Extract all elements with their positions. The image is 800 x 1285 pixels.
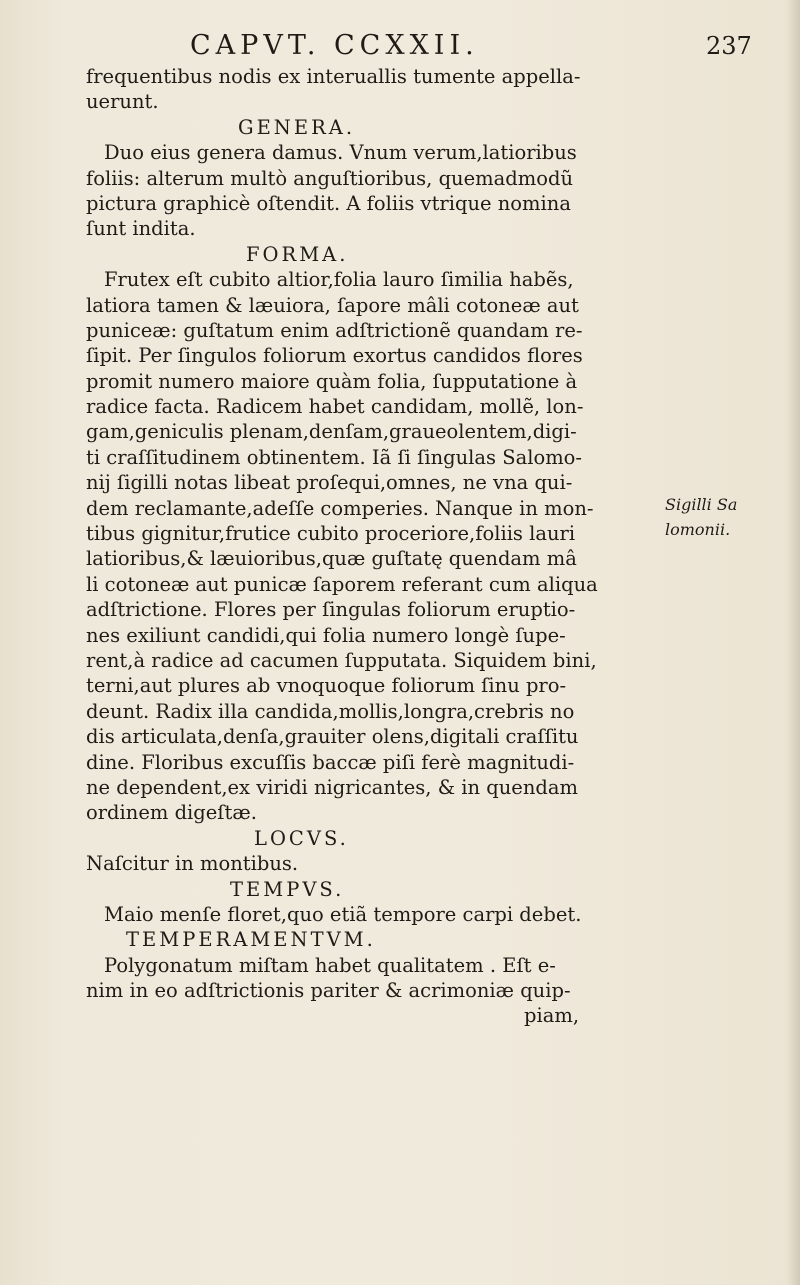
section-heading: LOCVS.	[254, 826, 349, 850]
text-line: ordinem digeſtæ.	[86, 801, 257, 825]
text-line: puniceæ: guſtatum enim adſtrictionẽ quandam re-	[86, 318, 583, 342]
text-line: foliis: alterum multò anguſtioribus, quemadmodũ	[86, 166, 574, 190]
text-line: dis articulata,denſa,grauiter olens,digitali craſſitu	[86, 725, 579, 749]
text-line: rent,à radice ad cacumen ſupputata. Siquidem bini,	[86, 648, 597, 672]
text-line: Maio menſe floret,quo etiã tempore carpi debet.	[104, 902, 582, 926]
text-line: Duo eius genera damus. Vnum verum,latioribus	[104, 141, 577, 165]
text-line: latioribus,& læuioribus,quæ guſtatę quendam mâ	[86, 547, 577, 571]
page-edge-shadow	[786, 0, 800, 1285]
margin-note	[665, 492, 795, 543]
text-line: piam,	[524, 1004, 580, 1028]
margin-note-line: Sigilli Sa	[665, 495, 738, 514]
text-line: ſipit. Per ſingulos foliorum exortus candidos flores	[86, 344, 583, 368]
text-line: ſunt indita.	[86, 217, 196, 241]
text-line: Polygonatum miſtam habet qualitatem . Eſt e-	[104, 953, 556, 977]
body-text	[86, 64, 606, 1029]
text-line: Naſcitur in montibus.	[86, 852, 299, 876]
text-line: frequentibus nodis ex interuallis tumente appella-	[86, 65, 581, 88]
text-line: promit numero maiore quàm folia, ſupputatione à	[86, 369, 578, 393]
text-line: adſtrictione. Flores per ſingulas foliorum eruptio-	[86, 598, 576, 622]
page-number: 237	[706, 32, 752, 60]
text-line: ti craſſitudinem obtinentem. Iã ſi ſingulas Salomo-	[86, 445, 583, 469]
text-line: ne dependent,ex viridi nigricantes, & in quendam	[86, 775, 578, 799]
text-line: latiora tamen & læuiora, ſapore mâli cotoneæ aut	[86, 293, 579, 317]
margin-note-line: lomonii.	[665, 520, 731, 540]
text-line: dine. Floribus excuſſis baccæ piſi ferè magnitudi-	[86, 750, 575, 774]
text-line: terni,aut plures ab vnoquoque foliorum ſinu pro-	[86, 674, 567, 698]
text-line: tibus gignitur,frutice cubito proceriore,foliis lauri	[86, 522, 576, 546]
text-line: gam,geniculis plenam,denſam,graueolentem,digi-	[86, 420, 577, 444]
text-line: radice facta. Radicem habet candidam, mollẽ, lon-	[86, 395, 584, 419]
text-line: Frutex eſt cubito altior,folia lauro ſimilia habẽs,	[104, 268, 574, 292]
text-line: pictura graphicè oſtendit. A foliis vtrique nomina	[86, 191, 571, 215]
section-heading: TEMPERAMENTVM.	[126, 928, 376, 952]
section-heading: TEMPVS.	[230, 877, 345, 901]
text-line: uerunt.	[86, 90, 159, 114]
text-line: deunt. Radix illa candida,mollis,longra,crebris no	[86, 699, 575, 723]
text-line: nij ſigilli notas libeat proſequi,omnes, ne vna qui-	[86, 471, 573, 495]
text-line: dem reclamante,adeſſe comperies. Nanque in mon-	[86, 496, 594, 520]
text-line: nes exiliunt candidi,qui folia numero longè ſupe-	[86, 623, 566, 647]
text-line: li cotoneæ aut punicæ ſaporem referant cum aliqua	[86, 572, 598, 596]
section-heading: GENERA.	[238, 115, 356, 139]
section-heading: FORMA.	[246, 242, 349, 266]
text-line: nim in eo adſtrictionis pariter & acrimoniæ quip-	[86, 979, 571, 1003]
running-head: CAPVT. CCXXII.	[190, 30, 479, 61]
